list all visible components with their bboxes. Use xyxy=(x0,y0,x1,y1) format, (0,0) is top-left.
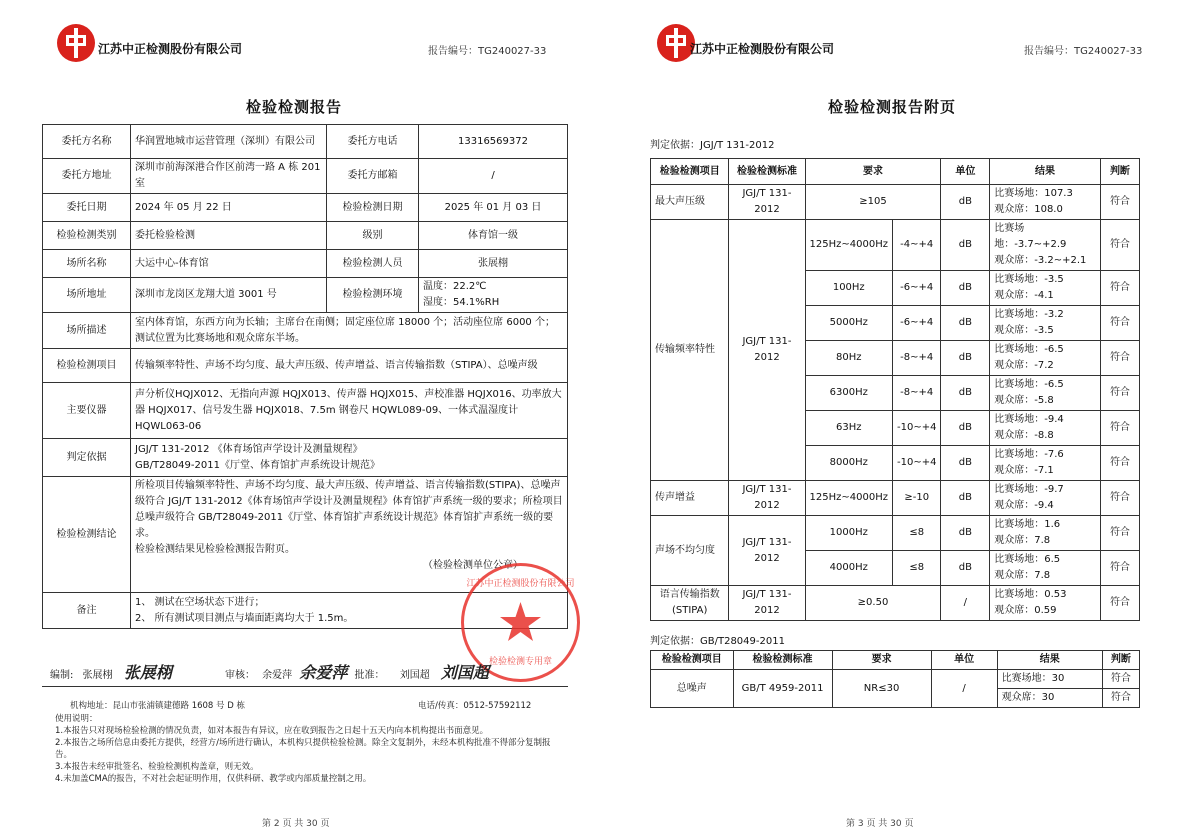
result-line: 比赛场地：-3.7~+2.9 xyxy=(994,223,1067,250)
judgement-cell: 符合 xyxy=(1102,689,1139,708)
result-line: 比赛场地：-7.6 xyxy=(994,449,1064,460)
band-cell: 6300Hz xyxy=(805,376,892,411)
band-cell: 4000Hz xyxy=(805,551,892,586)
result-line: 观众席：-9.4 xyxy=(994,500,1054,511)
table-row xyxy=(651,670,1140,689)
institution-address: 机构地址：昆山市张浦镇建德路 1608 号 D 栋 xyxy=(70,701,245,711)
standard-cell: JGJ/T 131-2012 xyxy=(729,185,805,220)
footer-divider xyxy=(42,686,568,687)
remark-line: 1、 测试在空场状态下进行； xyxy=(135,596,265,608)
result-line: 比赛场地：-6.5 xyxy=(994,344,1064,355)
judgement-cell: 符合 xyxy=(1100,376,1139,411)
reviewer-name: 余爱萍 xyxy=(262,670,293,681)
client-email: / xyxy=(419,159,568,194)
unit-cell: dB xyxy=(941,411,990,446)
result-cell xyxy=(990,516,1101,551)
item-cell: 最大声压级 xyxy=(651,185,729,220)
client-name: 华润置地城市运营管理（深圳）有限公司 xyxy=(131,125,327,159)
unit-cell: dB xyxy=(941,185,990,220)
usage-note: 1.本报告只对现场检验检测的情况负责，如对本报告有异议，应在收到报告之日起十五天内向本机构提出书面意见。 xyxy=(55,726,489,736)
judgement-cell: 符合 xyxy=(1100,341,1139,376)
page-title: 检验检测报告附页 xyxy=(828,98,957,116)
report-info-table xyxy=(42,124,568,629)
results-table-gb xyxy=(650,650,1140,708)
requirement-cell: -6~+4 xyxy=(892,306,940,341)
header-judgement: 判断 xyxy=(1102,651,1139,670)
judgement-basis-2: 判定依据：GB/T28049-2011 xyxy=(650,636,785,647)
judgement-cell: 符合 xyxy=(1100,516,1139,551)
page-title: 检验检测报告 xyxy=(246,98,343,116)
approver-name: 刘国超 xyxy=(399,670,430,681)
venue-description: 室内体育馆，东西方向为长轴；主席台在南侧；固定座位席 18000 个；活动座位席 6000 个；测试位置为比赛场地和观众席东半场。 xyxy=(131,313,568,349)
label-cell: 备注 xyxy=(43,593,131,629)
level: 体育馆一级 xyxy=(419,222,568,250)
basis-line: GB/T28049-2011《厅堂、体育馆扩声系统设计规范》 xyxy=(135,459,380,471)
result-line: 观众席：-3.2~+2.1 xyxy=(994,255,1087,266)
stamp-note: （检验检测单位公章） xyxy=(423,560,523,571)
result-line: 比赛场地：-6.5 xyxy=(994,379,1064,390)
result-line: 观众席：108.0 xyxy=(994,204,1063,215)
report-page-appendix xyxy=(600,0,1200,829)
requirement-cell: -10~+4 xyxy=(892,411,940,446)
unit-cell: dB xyxy=(941,341,990,376)
result-cell xyxy=(990,551,1101,586)
client-address: 深圳市前海深港合作区前湾一路 A 栋 201 室 xyxy=(131,159,327,194)
remark-line: 2、 所有测试项目测点与墙面距离均大于 1.5m。 xyxy=(135,612,354,624)
table-row xyxy=(651,481,1140,516)
commission-date: 2024 年 05 月 22 日 xyxy=(131,194,327,222)
unit-cell: dB xyxy=(941,516,990,551)
requirement-cell: -10~+4 xyxy=(892,446,940,481)
requirement-cell: ≤8 xyxy=(892,551,940,586)
page-number: 第 2 页 共 30 页 xyxy=(262,819,330,829)
band-cell: 5000Hz xyxy=(805,306,892,341)
result-line: 比赛场地：-9.7 xyxy=(994,484,1064,495)
requirement-cell: ≥0.50 xyxy=(805,586,941,621)
result-line: 比赛场地：1.6 xyxy=(994,519,1061,530)
requirement-cell: -6~+4 xyxy=(892,271,940,306)
test-date: 2025 年 01 月 03 日 xyxy=(419,194,568,222)
requirement-cell: NR≤30 xyxy=(832,670,931,708)
result-cell xyxy=(990,306,1101,341)
standard-cell: JGJ/T 131-2012 xyxy=(729,220,805,481)
result-line: 比赛场地：6.5 xyxy=(994,554,1061,565)
standard-cell: JGJ/T 131-2012 xyxy=(729,586,805,621)
table-row xyxy=(651,516,1140,551)
result-line: 观众席：-8.8 xyxy=(994,430,1054,441)
item-cell: 传输频率特性 xyxy=(651,220,729,481)
stamp-text: 江苏中正检测股份有限公司 xyxy=(466,579,575,589)
usage-note: 4.未加盖CMA的报告，不对社会起证明作用，仅供科研、教学或内部质量控制之用。 xyxy=(55,774,372,784)
report-number: 报告编号：TG240027-33 xyxy=(1024,46,1143,57)
unit-cell: dB xyxy=(941,446,990,481)
result-line: 比赛场地：107.3 xyxy=(994,188,1073,199)
standard-cell: GB/T 4959-2011 xyxy=(733,670,832,708)
inspector: 张展栩 xyxy=(419,250,568,278)
approver-signature: 刘国超 xyxy=(440,663,489,682)
requirement-cell: -8~+4 xyxy=(892,376,940,411)
reviewer-label: 审核： xyxy=(224,670,255,681)
label-cell: 委托日期 xyxy=(43,194,131,222)
judgement-cell: 符合 xyxy=(1100,586,1139,621)
result-cell xyxy=(990,586,1101,621)
conclusion-text-2: 检验检测结果见检验检测报告附页。 xyxy=(135,544,295,555)
header-result: 结果 xyxy=(997,651,1102,670)
header-standard: 检验检测标准 xyxy=(729,159,805,185)
judgement-cell: 符合 xyxy=(1100,185,1139,220)
result-cell xyxy=(990,411,1101,446)
unit-cell: / xyxy=(941,586,990,621)
header-item: 检验检测项目 xyxy=(651,651,734,670)
result-line: 观众席：-7.1 xyxy=(994,465,1054,476)
header-requirement: 要求 xyxy=(805,159,941,185)
result-line: 观众席：7.8 xyxy=(994,535,1051,546)
result-cell xyxy=(990,376,1101,411)
label-cell: 检验检测结论 xyxy=(43,477,131,593)
result-line: 比赛场地：-3.2 xyxy=(994,309,1064,320)
stamp-subtext: 检验检测专用章 xyxy=(488,657,553,667)
company-name: 江苏中正检测股份有限公司 xyxy=(690,42,835,56)
company-name: 江苏中正检测股份有限公司 xyxy=(98,42,243,56)
venue-name: 大运中心-体育馆 xyxy=(131,250,327,278)
result-cell xyxy=(990,446,1101,481)
header-requirement: 要求 xyxy=(832,651,931,670)
label-cell: 委托方名称 xyxy=(43,125,131,159)
label-cell: 检验检测人员 xyxy=(327,250,419,278)
item-cell: 传声增益 xyxy=(651,481,729,516)
header-result: 结果 xyxy=(990,159,1101,185)
label-cell: 检验检测项目 xyxy=(43,349,131,383)
unit-cell: dB xyxy=(941,481,990,516)
item-cell xyxy=(651,586,729,621)
approver-label: 批准： xyxy=(354,670,385,681)
requirement-cell: ≥105 xyxy=(805,185,941,220)
header-unit: 单位 xyxy=(931,651,997,670)
judgement-basis xyxy=(131,439,568,477)
requirement-cell: -8~+4 xyxy=(892,341,940,376)
judgement-cell: 符合 xyxy=(1100,271,1139,306)
band-cell: 80Hz xyxy=(805,341,892,376)
results-table-jgj xyxy=(650,158,1140,621)
unit-cell: dB xyxy=(941,306,990,341)
requirement-cell: -4~+4 xyxy=(892,220,940,271)
result-line: 观众席：-5.8 xyxy=(994,395,1054,406)
band-cell: 125Hz~4000Hz xyxy=(805,220,892,271)
compiler-name: 张展栩 xyxy=(82,670,113,681)
result-cell xyxy=(990,481,1101,516)
label-cell: 检验检测日期 xyxy=(327,194,419,222)
temperature: 温度：22.2℃ xyxy=(423,281,487,292)
report-number: 报告编号：TG240027-33 xyxy=(428,46,547,57)
result-line: 比赛场地：-3.5 xyxy=(994,274,1064,285)
item-line: (STIPA) xyxy=(671,605,708,616)
result-line: 观众席：-3.5 xyxy=(994,325,1054,336)
judgement-basis-1: 判定依据：JGJ/T 131-2012 xyxy=(650,140,775,151)
usage-title: 使用说明： xyxy=(55,714,98,724)
unit-cell: / xyxy=(931,670,997,708)
result-cell: 比赛场地：30 xyxy=(997,670,1102,689)
band-cell: 125Hz~4000Hz xyxy=(805,481,892,516)
result-line: 观众席：-7.2 xyxy=(994,360,1054,371)
band-cell: 1000Hz xyxy=(805,516,892,551)
judgement-cell: 符合 xyxy=(1102,670,1139,689)
usage-notes xyxy=(55,713,555,785)
judgement-cell: 符合 xyxy=(1100,446,1139,481)
label-cell: 检验检测环境 xyxy=(327,278,419,313)
conclusion-text: 所检项目传输频率特性、声场不均匀度、最大声压级、传声增益、语言传输指数(STIPA)、总噪声级符合 JGJ/T 131-2012《体育场馆声学设计及测量规程》体育馆扩声系统一级的要求；所检项目总噪声级符合 GB/T28049-2011《厅堂、体育馆扩声系统设计规范》体育馆扩声系统一级的要求。 xyxy=(135,480,563,539)
result-cell xyxy=(990,185,1101,220)
item-line: 语言传输指数 xyxy=(659,589,720,600)
table-row xyxy=(651,185,1140,220)
label-cell: 委托方邮箱 xyxy=(327,159,419,194)
item-cell: 总噪声 xyxy=(651,670,734,708)
standard-cell: JGJ/T 131-2012 xyxy=(729,481,805,516)
unit-cell: dB xyxy=(941,376,990,411)
label-cell: 委托方地址 xyxy=(43,159,131,194)
compiler-label: 编制: xyxy=(50,670,74,681)
label-cell: 检验检测类别 xyxy=(43,222,131,250)
judgement-cell: 符合 xyxy=(1100,306,1139,341)
result-cell: 观众席：30 xyxy=(997,689,1102,708)
table-row xyxy=(651,220,1140,271)
result-cell xyxy=(990,220,1101,271)
signature-row xyxy=(50,660,570,683)
result-cell xyxy=(990,341,1101,376)
test-items: 传输频率特性、声场不均匀度、最大声压级、传声增益、语言传输指数（STIPA）、总噪声级 xyxy=(131,349,568,383)
header-judgement: 判断 xyxy=(1100,159,1139,185)
header-item: 检验检测项目 xyxy=(651,159,729,185)
category: 委托检验检测 xyxy=(131,222,327,250)
judgement-cell: 符合 xyxy=(1100,220,1139,271)
compiler-signature: 张展栩 xyxy=(123,663,172,682)
judgement-cell: 符合 xyxy=(1100,481,1139,516)
label-cell: 委托方电话 xyxy=(327,125,419,159)
label-cell: 判定依据 xyxy=(43,439,131,477)
usage-note: 2.本报告之场所信息由委托方提供，经营方/场所进行确认，本机构只提供检验检测。除全文复制外，未经本机构批准不得部分复制报告。 xyxy=(55,738,551,760)
judgement-cell: 符合 xyxy=(1100,551,1139,586)
result-line: 观众席：7.8 xyxy=(994,570,1051,581)
header-standard: 检验检测标准 xyxy=(733,651,832,670)
band-cell: 100Hz xyxy=(805,271,892,306)
unit-cell: dB xyxy=(941,551,990,586)
basis-line: JGJ/T 131-2012 《体育场馆声学设计及测量规程》 xyxy=(135,443,363,455)
requirement-cell: ≥-10 xyxy=(892,481,940,516)
environment xyxy=(419,278,568,313)
standard-cell: JGJ/T 131-2012 xyxy=(729,516,805,586)
item-cell: 声场不均匀度 xyxy=(651,516,729,586)
band-cell: 8000Hz xyxy=(805,446,892,481)
client-phone: 13316569372 xyxy=(419,125,568,159)
instruments: 声分析仪HQJX012、无指向声源 HQJX013、传声器 HQJX015、声校准器 HQJX016、功率放大器 HQJX017、信号发生器 HQJX018、7.5m 钢卷尺 HQWL089-09、一体式温湿度计 HQWL063-06 xyxy=(131,383,568,439)
unit-cell: dB xyxy=(941,220,990,271)
result-cell xyxy=(990,271,1101,306)
reviewer-signature: 余爱萍 xyxy=(299,663,348,682)
venue-address: 深圳市龙岗区龙翔大道 3001 号 xyxy=(131,278,327,313)
label-cell: 场所名称 xyxy=(43,250,131,278)
result-line: 比赛场地：0.53 xyxy=(994,589,1067,600)
company-logo-icon xyxy=(55,22,97,64)
result-line: 比赛场地：-9.4 xyxy=(994,414,1064,425)
result-line: 观众席：-4.1 xyxy=(994,290,1054,301)
label-cell: 级别 xyxy=(327,222,419,250)
table-row xyxy=(651,586,1140,621)
label-cell: 主要仪器 xyxy=(43,383,131,439)
label-cell: 场所地址 xyxy=(43,278,131,313)
header-unit: 单位 xyxy=(941,159,990,185)
page-number: 第 3 页 共 30 页 xyxy=(846,819,914,829)
usage-note: 3.本报告未经审批签名、检验检测机构盖章，则无效。 xyxy=(55,762,259,772)
institution-phone: 电话/传真：0512-57592112 xyxy=(418,701,532,711)
result-line: 观众席：0.59 xyxy=(994,605,1057,616)
humidity: 湿度：54.1%RH xyxy=(423,297,500,308)
unit-cell: dB xyxy=(941,271,990,306)
judgement-cell: 符合 xyxy=(1100,411,1139,446)
requirement-cell: ≤8 xyxy=(892,516,940,551)
band-cell: 63Hz xyxy=(805,411,892,446)
label-cell: 场所描述 xyxy=(43,313,131,349)
